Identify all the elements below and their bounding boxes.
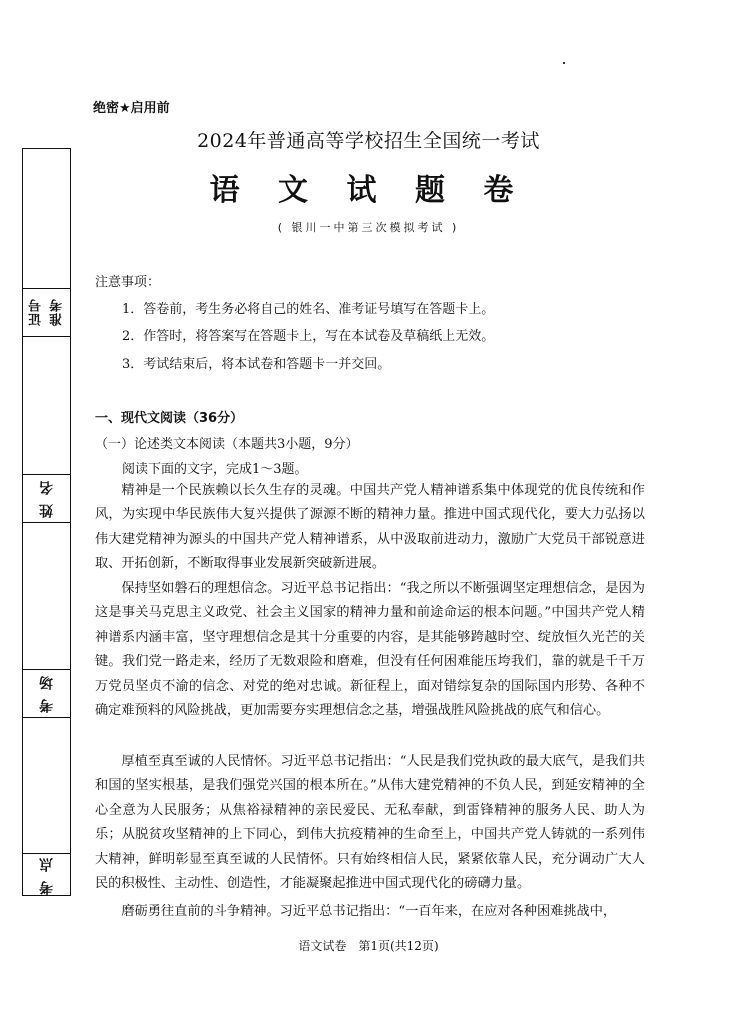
notice-heading: 注意事项：: [95, 275, 161, 290]
side-label-exam-number-b: 证号: [28, 298, 44, 326]
side-info-column: [22, 148, 71, 896]
side-label-exam-number-a: 准考: [49, 298, 65, 326]
notice-item: 1．答卷前，考生务必将自己的姓名、准考证号填写在答题卡上。: [122, 302, 495, 317]
notice-item: 3．考试结束后，将本试卷和答题卡一并交回。: [122, 357, 391, 372]
page-footer: 语文试卷 第1页(共12页): [298, 939, 439, 953]
passage-paragraph: 磨砺勇往直前的斗争精神。习近平总书记指出：“一百年来，在应对各种困难挑战中，: [121, 904, 617, 919]
side-field-exam-room: [23, 669, 70, 717]
secret-label: 绝密★启用前: [93, 101, 170, 116]
side-field-name: [23, 474, 70, 522]
side-label-name: 姓 名: [38, 478, 55, 518]
paper-subtitle: ( 银川一中第三次模拟考试 ): [277, 221, 460, 234]
section-heading: 一、现代文阅读（36分）: [95, 411, 244, 426]
side-divider: [23, 717, 70, 718]
side-divider: [23, 336, 70, 337]
passage-paragraph: 厚植至真至诚的人民情怀。习近平总书记指出：“人民是我们党执政的最大底气，是我们共和国的坚实根基，是我们强党兴国的根本所在。”从伟大建党精神的不负人民，到延安精神的全心全意为人民服务；从焦裕禄精神的亲民爱民、无私奉献，到雷锋精神的服务人民、助人为乐；从脱贫攻坚精神的上下同心，到伟大抗疫精神的生命至上，中国共产党人铸就的一系列伟大精神，鲜明彰显至真至诚的人民情怀。只有始终相信人民，紧紧依靠人民，充分调动广大人民的积极性、主动性、创造性，才能凝聚起推进中国式现代化的磅礴力量。: [95, 754, 645, 892]
side-field-exam-number: [23, 288, 70, 336]
paper-title: 语 文 试 题 卷: [209, 173, 528, 208]
reading-instruction: 阅读下面的文字，完成1～3题。: [122, 462, 308, 477]
passage-paragraph: 保持坚如磐石的理想信念。习近平总书记指出：“我之所以不断强调坚定理想信念，是因为这是事关马克思主义政党、社会主义国家的精神力量和前途命运的根本问题。”中国共产党人精神谱系内涵丰富，坚守理想信念是其十分重要的内容，是其能够跨越时空、绽放恒久光芒的关键。我们党一路走来，经历了无数艰险和磨难，但没有任何困难能压垮我们，靠的就是千千万万党员坚贞不渝的信念、对党的绝对忠诚。新征程上，面对错综复杂的国际国内形势、各种不确定难预料的风险挑战，更加需要夯实理想信念之基，增强战胜风险挑战的底气和信心。: [95, 581, 645, 719]
notice-item: 2．作答时，将答案写在答题卡上，写在本试卷及草稿纸上无效。: [122, 329, 495, 344]
side-label-exam-site: 考 点: [38, 855, 55, 895]
side-divider: [23, 522, 70, 523]
exam-title: 2024年普通高等学校招生全国统一考试: [197, 130, 540, 152]
side-label-exam-room: 考 场: [38, 673, 55, 713]
scan-dot: [563, 62, 565, 64]
passage-paragraph: 精神是一个民族赖以长久生存的灵魂。中国共产党人精神谱系集中体现党的优良传统和作风，为实现中华民族伟大复兴提供了源源不断的精神力量。推进中国式现代化，要大力弘扬以伟大建党精神为源头的中国共产党人精神谱系，从中汲取前进动力，激励广大党员干部锐意进取、开拓创新，不断取得事业发展新突破新进展。: [95, 483, 645, 572]
side-field-exam-site: [23, 853, 70, 897]
subsection-heading: （一）论述类文本阅读（本题共3小题，9分）: [95, 437, 359, 452]
